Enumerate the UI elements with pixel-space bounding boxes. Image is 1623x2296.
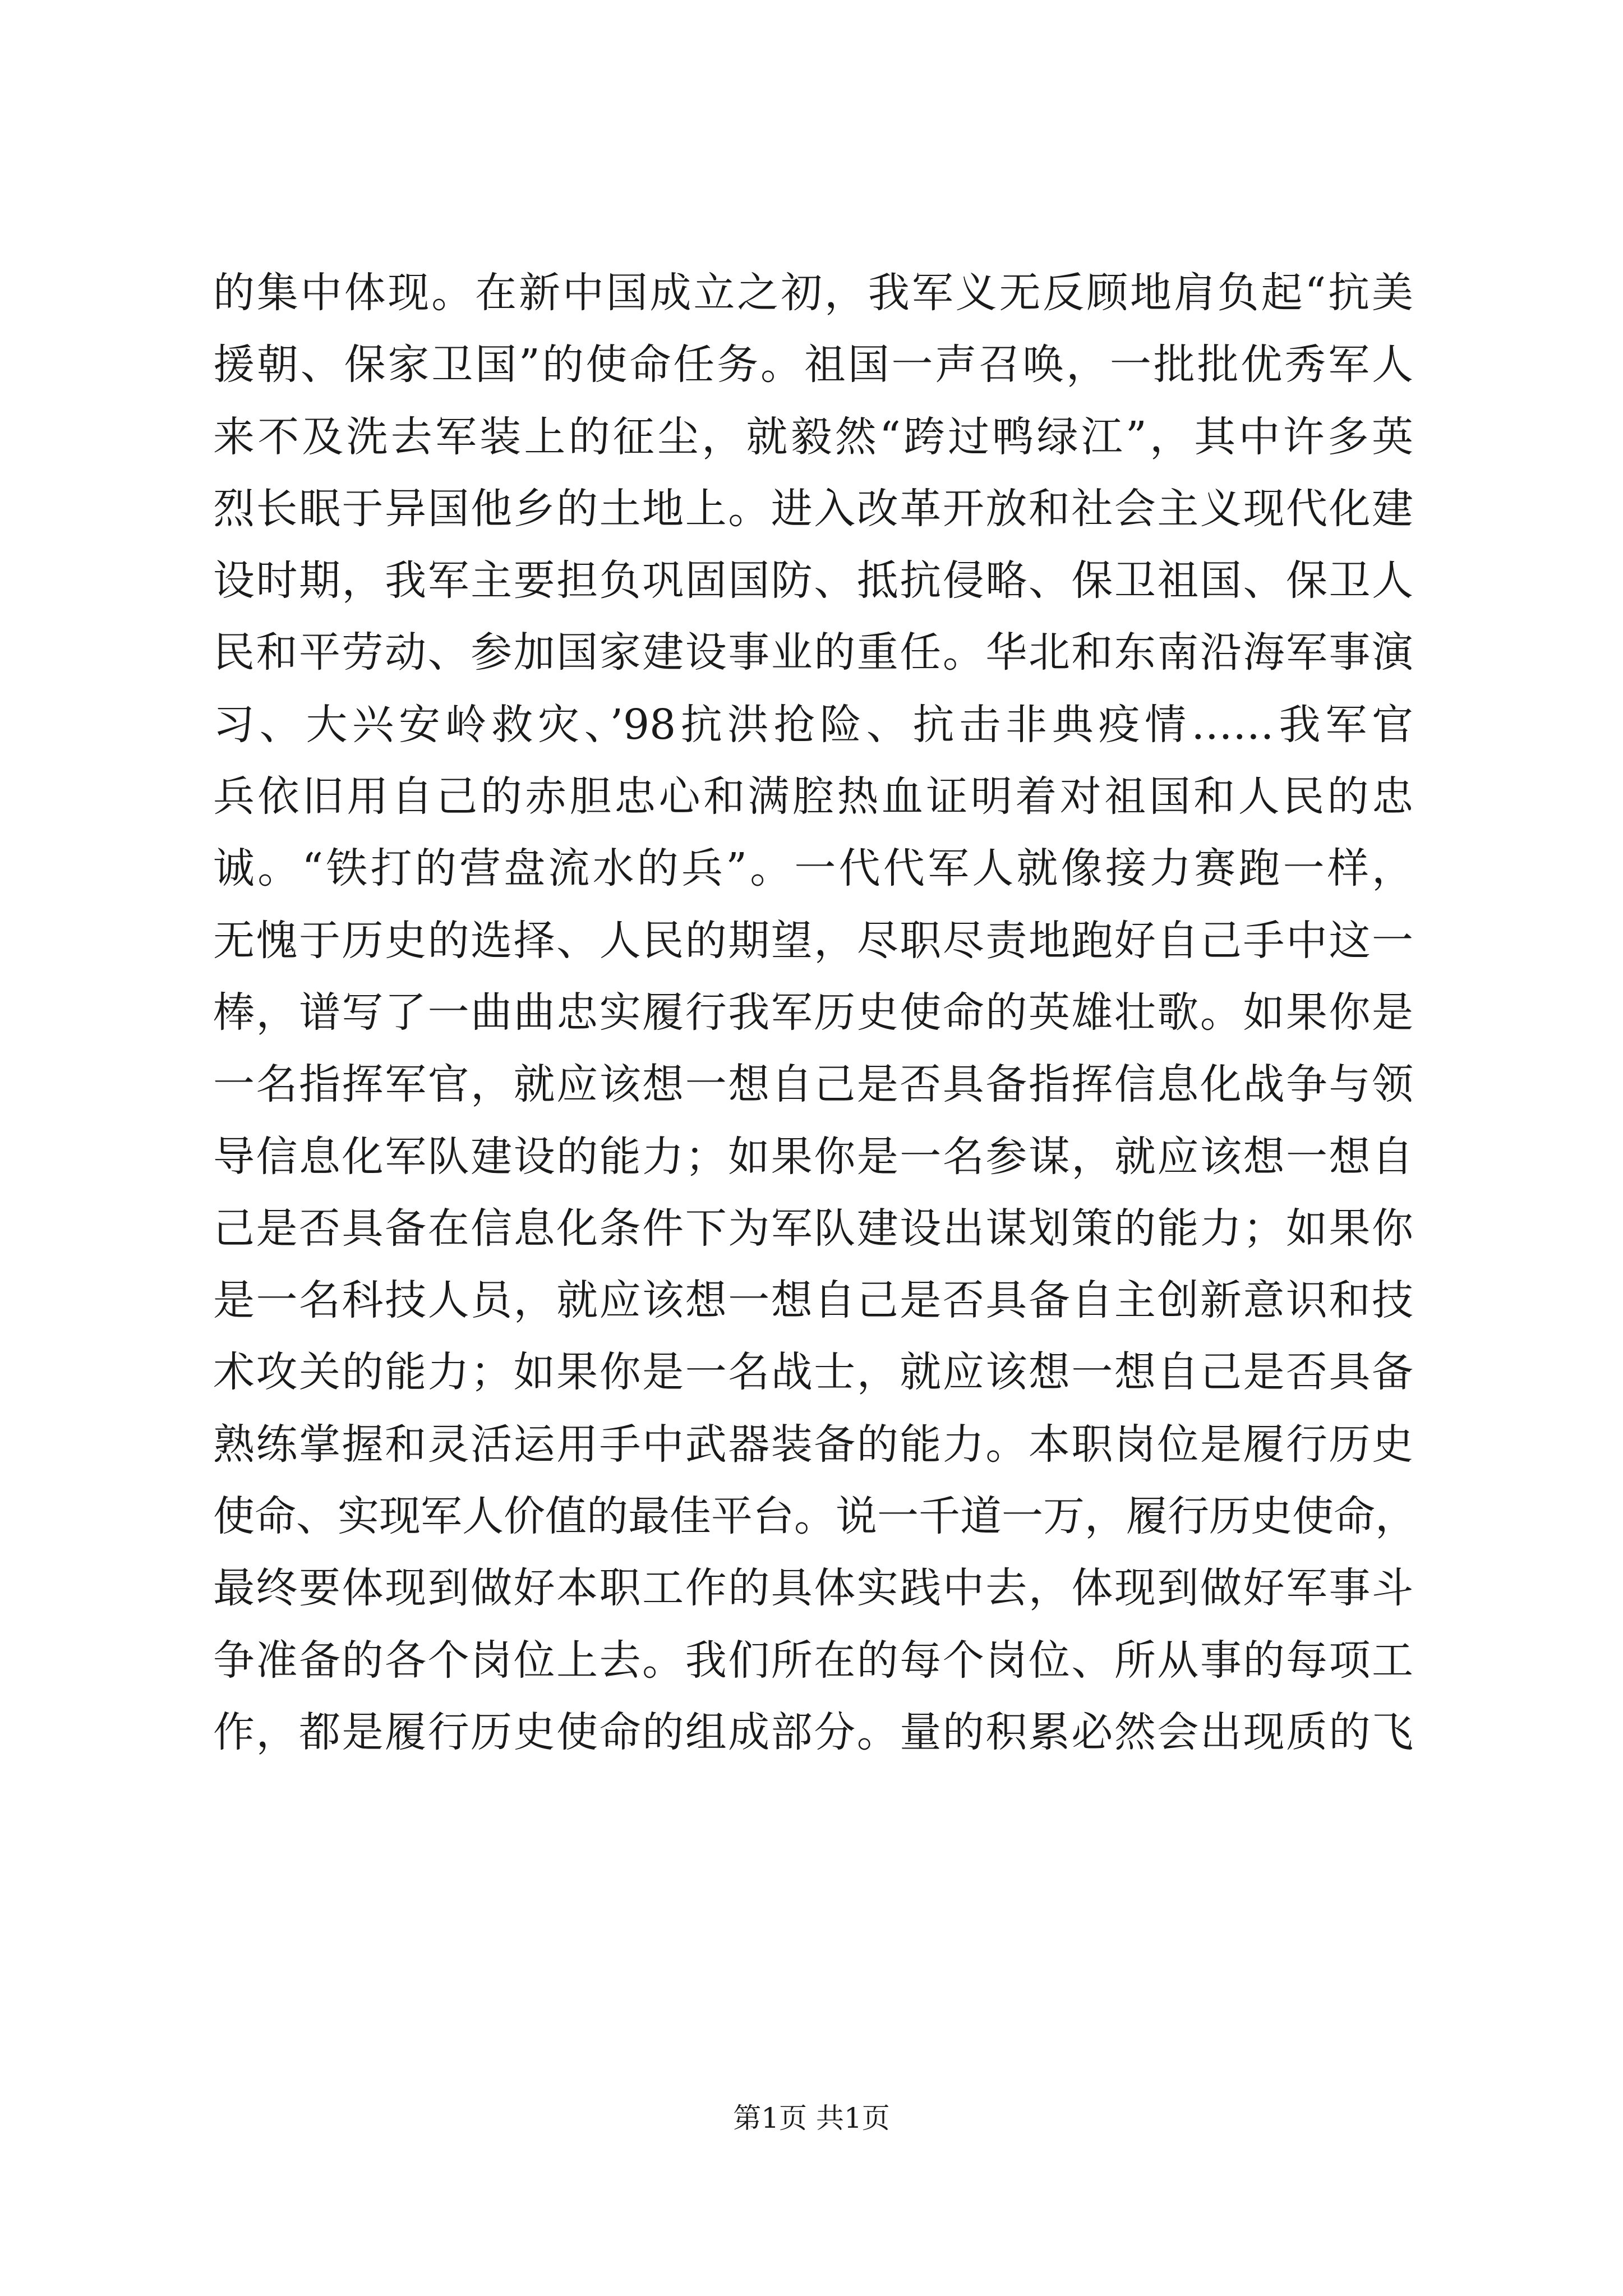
text-line: 来不及洗去军装上的征尘，就毅然“跨过鸭绿江”，其中许多英 [213, 412, 1413, 461]
text-line: 争准备的各个岗位上去。我们所在的每个岗位、所从事的每项工 [213, 1636, 1413, 1685]
text-line: 己是否具备在信息化条件下为军队建设出谋划策的能力；如果你 [213, 1204, 1413, 1253]
text-line: 烈长眠于异国他乡的土地上。进入改革开放和社会主义现代化建 [213, 484, 1413, 533]
text-line: 使命、实现军人价值的最佳平台。说一千道一万，履行历史使命， [213, 1492, 1417, 1541]
text-line: 熟练掌握和灵活运用手中武器装备的能力。本职岗位是履行历史 [213, 1420, 1413, 1469]
text-line: 最终要体现到做好本职工作的具体实践中去，体现到做好军事斗 [213, 1564, 1413, 1613]
body-paragraph [213, 257, 1417, 1768]
page-footer: 第1页 共1页 [733, 2102, 890, 2134]
text-line: 棒，谱写了一曲曲忠实履行我军历史使命的英雄壮歌。如果你是 [213, 988, 1413, 1037]
text-line: 诚。“铁打的营盘流水的兵”。一代代军人就像接力赛跑一样， [213, 844, 1413, 893]
text-line: 无愧于历史的选择、人民的期望，尽职尽责地跑好自己手中这一 [213, 916, 1413, 965]
text-line: 设时期，我军主要担负巩固国防、抵抗侵略、保卫祖国、保卫人 [213, 556, 1413, 605]
text-line: 导信息化军队建设的能力；如果你是一名参谋，就应该想一想自 [213, 1132, 1413, 1181]
text-line: 一名指挥军官，就应该想一想自己是否具备指挥信息化战争与领 [213, 1060, 1413, 1109]
text-line: 民和平劳动、参加国家建设事业的重任。华北和东南沿海军事演 [213, 628, 1413, 677]
text-line: 兵依旧用自己的赤胆忠心和满腔热血证明着对祖国和人民的忠 [213, 772, 1413, 821]
text-line: 是一名科技人员，就应该想一想自己是否具备自主创新意识和技 [213, 1276, 1413, 1325]
text-line: 术攻关的能力；如果你是一名战士，就应该想一想自己是否具备 [213, 1348, 1413, 1397]
text-line: 的集中体现。在新中国成立之初，我军义无反顾地肩负起“抗美 [213, 269, 1413, 317]
text-line: 作，都是履行历史使命的组成部分。量的积累必然会出现质的飞 [213, 1708, 1413, 1756]
text-line: 援朝、保家卫国”的使命任务。祖国一声召唤，一批批优秀军人 [213, 341, 1413, 389]
text-line: 习、大兴安岭救灾、’98抗洪抢险、抗击非典疫情……我军官 [213, 700, 1413, 749]
